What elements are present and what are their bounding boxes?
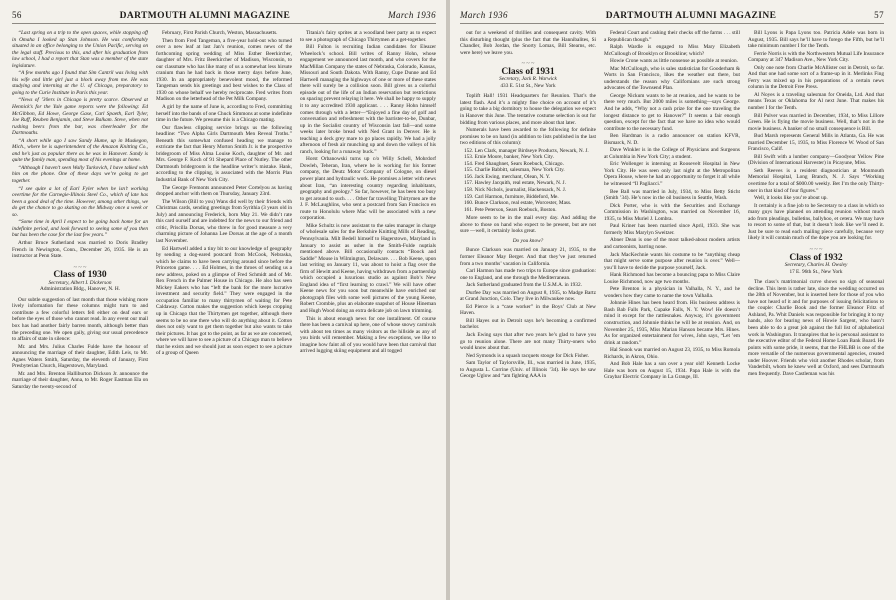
class-title: Class of 1932: [789, 252, 843, 263]
left-page-header: [12, 10, 436, 24]
class-title: Class of 1930: [53, 270, 107, 281]
paragraph: Mac McCullough, who is sales statistician for Gooderham & Worts in San Francisco, likes the weather out there, but understands the reason why Californians are such strong advocates of the Townsend Plan.: [604, 65, 740, 92]
paragraph: A girl by the name of June is, according to Fred, committing herself into the bands of one Chuck Simmons at some indefinite time in the future. We presume this is a Chicago mating.: [156, 104, 292, 124]
paragraph: “A short while ago I saw Sandy Hume, up in Muskegon, Mich., where he is superintendent of the Amazon Knitting Co., and he’s just as popular there as he was in Hanover. Sandy is quite the family man, spending most of his evenings at home.: [12, 137, 148, 164]
paragraph: February, First Parish Church, Weston, Massachusetts.: [162, 30, 278, 36]
left-column-1: [12, 30, 148, 600]
right-page-header: [460, 10, 884, 24]
paragraph: Well, it looks like you’re about up.: [754, 195, 828, 202]
paragraph: Bill Hayes out in Detroit says he’s becoming a confirmed bachelor.: [460, 317, 596, 331]
paragraph: Dave Winkler is in the College of Physicians and Surgeons at Columbia in New York City; a student.: [604, 147, 740, 160]
paragraph: Arthur Bruce Sutherland was married to Doris Bradley French in Newington, Conn., December 26, 1935. He is an instructor at Penn State.: [12, 239, 148, 260]
paragraph: Ned Symonds is a squash racquets stooge for Dick Fisher.: [466, 352, 589, 359]
list-item: 153. Ernie Moore, banker, New York City.: [464, 154, 554, 161]
left-columns: [12, 30, 436, 600]
paragraph: The Wilson (Bill to you) Wans did well by their friends with Christmas cards, sending greetings from Syrithia (3 years old in July) and announcing Frederick, born May 21. We didn’t rate this card ourself and are indebted for the news to our friend and critic, Priscilla Dorsas, who threw in for good measure a very charming picture of Johanna Lee Dorsas at the age of a month last November.: [156, 198, 292, 244]
paragraph: Jack MacKechnie wants his costume to be “anything cheap that might serve some purpose after reunion is over.” Well—you’ll have to decide the purpose yourself, Jack.: [604, 251, 740, 271]
paragraph: Ralph Wardle is engaged to Miss Mary Elizabeth McCullough of Brooklyn or Brookline; which?: [604, 44, 740, 57]
paragraph: Carl Harmon has made two trips to Europe since graduation: one to England, and one through the Mediterranean.: [460, 268, 596, 281]
paragraph: Bee Ball was married in July, 1934, to Miss Betty Sticht (Smith ’34). He’s now in the oil business in Seattle, Wash.: [604, 188, 740, 202]
right-column-1: [460, 30, 596, 600]
class-secretary: Secretary, Jack R. Warwick: [499, 76, 557, 83]
paragraph: Numerals have been awarded to the following for definite promises to be on hand (in addition to lists published in the last two editions of this column):: [460, 127, 596, 147]
paragraph: Seth Reeves is a resident diagnostician at Monmouth Memorial Hospital, Long Branch, N. J. Says “Working overtime for a total of $000.00 weekly. Bet I’m the only Thirty-oner in that kind of four figures.”: [748, 167, 884, 194]
right-column-2: [604, 30, 740, 600]
paragraph: Mr. and Mrs. Julius Charles Fulde have the honour of announcing the marriage of their daughter, Edith Leis, to Mr. Agnes Waters Smith, Saturday, the eleventh of January, First Presbyterian Church, Hagerstown, Maryland.: [12, 343, 148, 370]
class-title: Class of 1931: [501, 66, 555, 77]
class-heading-1930: [12, 265, 148, 293]
paragraph: Our subtle suggestion of last month that those wishing more lively information for these columns might turn to and contribute a few colorful letters fell either on deaf ears or before the eyes of those who cannot read. In any event our mail box has had another fairly barren month, although better than the preceding one. We open gaily, giving our usual precedence to affairs of state in silence:: [12, 296, 148, 343]
paragraph: Mike Schultz is now assistant to the sales manager in charge of wholesale sales for the Berkshire Knitting Mills of Reading, Pennsylvania. Milt Bedell himself to Hagerstown, Maryland in January to assist as usher in the Smith-Fulde nuptials mentioned above. Bill occasionally contacts “Boock and Saddle” Mouse in Wilmington, Delaware. . . . Bob Keene, upon last writing on January 11, was about to hoist a flag over the firm of Hewitt and Keene, having withdrawn from a partnership which occupied a luxurious studio as against Bob’s New England idea of “first learning to crawl.” We will have other Keene news for you soon but meanwhile have enriched our photograph files with some well pictures of the young Keene, Robert Crombie, plus an elaborate snapshot of House Hineman and Hugh Wood doing an extra delicate job on lawn trimming.: [300, 222, 436, 314]
left-page: [0, 0, 446, 600]
paragraph: Sam Taylor of Taylorsville, Ill., was married in June, 1935, to Augusta L. Corrine (Univ. of Illinois ’34). He says he saw George Uglow and “am fighting AAA in: [460, 360, 596, 380]
ornament-icon: ~ ~ ~: [521, 61, 535, 68]
paragraph: “Last spring on a trip to the open spaces, while stopping off in Omaha I looked up Stan Johnson. He was comfortably situated in an office belonging to the Union Pacific, serving on the legal staff. Precious to this, and after his graduation from law school, I had a report that Stan was a member of the state legislature.: [12, 30, 148, 69]
class-heading-1931: [460, 61, 596, 89]
class-address: 433 E. 51st St., New York: [500, 82, 556, 89]
list-item: 160. Bunce Clarkson, real estate, Worcester, Mass.: [464, 200, 572, 207]
paragraph: Bunce Clarkson was married on January 21, 1935, to the former Eleanor May Berger. And that they’ve just returned from a two months’ vacation in California.: [460, 247, 596, 267]
class-address: Administration Bldg., Hanover, N. H.: [40, 286, 120, 293]
paragraph: Bill Lyons is Papa Lyons too. Patricia Adele was born in August, 1935. Bill says he’ll have to forego the Fifth, but he’ll take minimum number I for the Tenth.: [748, 30, 884, 50]
list-item: 157. Hawley Jacquith, real estate, Newark, N. J.: [464, 180, 566, 187]
paragraph: “Some time in April I expect to be going back home for an indefinite period, and look forward to seeing some of you then but has been the case for the last few years.”: [12, 219, 148, 239]
paragraph: Our flawless clipping service brings us the following headline: “Two Alpha Girls Dartmouth Men Reveal Troths.” Beneath this somewhat confused heading we manage to extricate the fact that Henry Morton Smith Jr. is the prospective bridegroom of Miss Alma Louise Koch, daughter of Mr. and Mrs. George F. Koch of 91 Shepard Place of Nutley. The other Dartmouth bridegroom is the headline writer’s mistake. Hank, according to the clipping, is associated with the Morris Plan Industrial Bank of New York City.: [156, 124, 292, 184]
left-column-2: [156, 30, 292, 600]
paragraph: The George Fremonts announced Peter Cortelyou as having dropped anchor with them on Thursday, January 23rd.: [156, 184, 292, 198]
paragraph: Bill Swift with a lumber company—Goodyear Yellow Pine (Division of International Harvester) in Picayune, Miss.: [748, 153, 884, 167]
ornament-icon: ~ ~ ~: [73, 264, 87, 271]
paragraph: “I see quite a lot of Earl Fyler when he isn’t working overtime for the Carnegie-Illinois Steel Co., which of late has been a good deal of the time. However, among other things, we do get the chance to go skating on the Midway once a week or so.: [12, 185, 148, 218]
paragraph: Bud Marsh represents General Mills in Atlanta, Ga. He was married December 15, 1935, to Miss Florence W. Wood of San Francisco, Calif.: [748, 133, 884, 153]
paragraph: It certainly is a fine job to be Secretary to a class in which so many guys have planned on attending reunion without much ado from pleadings, bulletins, ballyhoo, et cetera. We may have to resort to some of that, but it doesn’t look like we’ll need it. Just be sure to read each mailing piece carefully, because very likely it will contain much of the dope you are looking for.: [748, 202, 884, 242]
class-address: 17 E. 96th St., New York: [789, 268, 843, 275]
paragraph: Hank Richmond has become a bouncing papa to Miss Claire Louise Richmond, now age two months.: [604, 272, 740, 285]
paragraph: Dick Porter, who is with the Securities and Exchange Commission in Washington, was married on November 16, 1935, to Miss Muriel J. Lombra.: [604, 202, 740, 222]
paragraph: Bill Pulver was married in December, 1934, to Miss Lillore Green. He is flying the movie business. Well, that’s not in the movie business. A banker of no small consequence is Bill.: [748, 112, 884, 132]
paragraph: Mr. and Mrs. Brenton Halliburton Dickson Jr. announce the marriage of their daughter, Anna, to Mr. Roger Eastman Ela on Saturday the twenty-second of: [12, 370, 148, 390]
list-item: 161. Pete Peterson, Sears Roebuck, Boston.: [464, 206, 557, 213]
paragraph: The class’s matrimonial curve shows no sign of seasonal decline. This item is rather late, since the wedding occurred on the 28th of November, but is inserted here for those of you who have not heard of it and for purposes of issuing felicitations to the couple: Charlie Book and the former Eleanor Fritz of Ashland, Pa. Whit Daniels was responsible for bringing it to my hands, also for bearing news of Howie Sargent, who hasn’t been able to do a great job against the full list of alphabetical work in Washington. It transpires that he is personal assistant to the executive editor of the Federal Home Loan Bank Board. He points with some pride, it seems, that the FHLBB is one of the more versatile of the numerous governmental agencies, created under Hoover. Friends who visit another Rhodes scholar, from Vanderbilt, whom he knew well at Oxford, and sees Dartmouth men frequently. Dave Castleman was his: [748, 279, 884, 377]
paragraph: out for a weekend of thrillies and consequent cavity. With this disturbing thought (plus the fact that the Hannibalites, Si Chandler, Bob Jordan, the Snorty Lomax, Bill Stearns, etc. were here) we leave you.: [460, 30, 596, 56]
paragraph: Then from Fred Tangeman, a five-year hold-out who turned over a new leaf at last Jan’s reunion, comes news of the forthcoming spring wedding of Miss Esther Beerkircher, daughter of Mrs. Fritz Beerkircher of Madison, Wisconsin, to our classmate who has like many of us a somewhat less hirsute cranium than he had back in those merry days before June, 1930. In an appropriately benevolent mood, the reformed Tangeman sends his greetings and best wishes to the Class of 1930 on whose behalf we hereby reciprocate. Fred writes from Madison on the letterhead of the Pet Milk Company.: [156, 37, 292, 103]
paragraph: Hal Snook was married on August 23, 1935, to Miss Romola Richards, in Akron, Ohio.: [604, 347, 740, 360]
paragraph: This is about enough news for one installment. Of course there has been a carnival up here, one of whose snowy carnivals with about ten times as many visitors as the hillside as any of you birds will remember. Making a few exceptions, we like to imagine how faint all of you would have been that carnival that arrived lugging skiing equipment and all togged: [300, 315, 436, 355]
right-page-number: 57: [874, 10, 884, 20]
paragraph: Pete Brenton is a physician in Valhalla, N. Y., and he wonders how they came to name the town Valhalla.: [604, 286, 740, 299]
paragraph: “A few months ago I found that Sim Cantril was living with his wife and little girl just a block away from me. He was studying and interning at the U. of Chicago, preparatory to going to the Curie Institute in Paris this year.: [12, 70, 148, 96]
list-item: 156. Jack Ewing, merchant, Olean, N. Y.: [464, 173, 551, 180]
paragraph: Abner Dean is one of the most talked-about modern artists and cartoonists, barring none.: [604, 237, 740, 250]
paragraph: Ferrie Norris is with the Northwestern Mutual Life Insurance Company at 347 Madison Ave., New York City.: [748, 50, 884, 64]
paragraph: Toplift Hall! 1931 Headquarters for Reunion. That’s the latest flash. And it’s a mighty fine choice on account of it’s going to take a big dormitory to house the delegation we expect in Hanover this June. The tentative costume selection is out for bidding from various places, and more about that later.: [460, 93, 596, 126]
right-magazine-title: DARTMOUTH ALUMNI MAGAZINE: [605, 11, 777, 21]
reunion-list: [460, 148, 596, 213]
paragraph: Federal Court and cashing their checks off the farms . . . still a Republican though.”: [604, 30, 740, 43]
paragraph: Ed Pierce is a “case worker” in the Boys’ Club at New Haven.: [460, 303, 596, 317]
class-secretary: Secretary, Albert I. Dickerson: [48, 279, 112, 286]
list-item: 152. Len Clark, manager Birdseye Products, Newark, N. J.: [464, 147, 589, 154]
paragraph: Ben Hardman is a radio announcer on station KFVR, Bismarck, N. D.: [604, 133, 740, 146]
paragraph: Only one note from Charlie McAllister out in Detroit, so far. And that one had some sort of a frame-up in it. Merlinks Fing Ferry was mixed up in his preparations of a certain news column in the Detroit Free Press.: [748, 64, 884, 91]
left-issue-date: March 1936: [388, 10, 436, 20]
paragraph: Bill Fulton is recruiting Indian candidates for Eleazer Wheelock’s school. Bill writes of Ranny Hohn, whose engagement we announced last month, and who covers for the MacMillan Company the states of Nebraska, Colorado, Kansas, Missouri and South Dakota. With Ranny, Cupe Dunne and Ed Hartwell managing the highways of one or more of these states there will surely be a collision soon. Bill gives us a colorful episode out of the life of an Indian reservation but restrictions on spacing prevent relaying it here. We shall be happy to supply it to any accredited 1930 applicant. . . . Ranny Hohn himself comes through with a letter—“Enjoyed a fine day of golf and conversation and refreshment with the barrister-to-be, Dunbar, up in the Socialist country of Wisconsin last fall—and some weeks later broke bread with Ned Grant in Denver. He is teaching a deck grey mare to go places rapidly. We had a jolly afternoon of fresh air munching up and down the valleys of his ranch, looking for a runaway buck.”: [300, 44, 436, 155]
list-item: 158. Nick Nichols, journalist, Hackensack, N. J.: [464, 187, 567, 194]
right-issue-date: March 1936: [460, 10, 508, 20]
right-column-3: [748, 30, 884, 600]
paragraph: Paul Kriner has been married since April, 1933. She was formerly Miss Marylyn Sweitzer.: [604, 223, 740, 236]
list-item: 159. Carl Harmon, furniture, Biddeford, Me.: [464, 193, 559, 200]
subheading: Do you know?: [512, 237, 544, 244]
paragraph: More seem to be in the mail every day. And adding the above to those on hand who expect to be present, but are not sure —well, it certainly looks great.: [460, 215, 596, 235]
paragraph: “Although I haven’t seen Wally Turkovich, I have talked with him on the phone. One of these days we’re going to get together.: [12, 164, 148, 185]
paragraph: And Bob Hale has a son over a year old! Kenneth Locke Hale was born on August 15, 1934. Papa Hale is with the Graybar Electric Company in La Grange, Ill.: [604, 361, 740, 381]
ornament-icon: ~ ~ ~: [809, 246, 823, 253]
paragraph: Al Noyes is a traveling salesman for Oneida, Ltd. And that means Texas or Oklahoma for Al next June. That makes his number I for the Tenth.: [748, 91, 884, 112]
paragraph: Titania’s fairy sprites at a woodland beer party as to expect to see a photograph of Chicago Thirtymen at a get-together.: [300, 30, 436, 43]
paragraph: George Nickum wants to be at reunion, and he wants to be there very much. But 2000 miles is something—says George. And he adds, “Why not a cash prize for the one traveling the longest distance to get to Hanover?” It seems a fair enough question, except for the fact that we have no idea who would contribute to the necessary fund.: [604, 92, 740, 132]
paragraph: Durfee Day was married on August 8, 1935, to Madge Bartz at Grand Junction, Colo. They live in Milwaukee now.: [460, 289, 596, 303]
paragraph: Jack Sutherland graduated from the U.S.M.A. in 1932.: [466, 282, 582, 289]
paragraph: Johnnie Hines has been heard from. His business address is Bash Bab Falls Park, Cupake Falls, N. Y. Wow! He doesn’t mind it except for the rattlesnakes. Anyway, it’s government construction, and Johnnie thinks he will be at reunion. And, on November 25, 1935, Miss Marian Hanson became Mrs. Hines. As for organized entertainment for wives, John says, “Let ’em drink at random.”: [604, 300, 740, 346]
paragraph: Horst Orbanowski turns up c/o Willy Schell, Mohrdorf Dowleh, Teheran, Iran, where he is working for his former company, the Deutz Motor Company of Cologne, on diesel power plant and hydraulic work. He promises a letter with news about Iran, “an interesting country regarding inhabitants, geography and geology.” So far, however, he has been too busy to get around to such. . . . Other far travelling Thirtymen are the J. F. McLaughlins, who sent a postcard from San Francisco en route to Honolulu where Mac will be associated with a new corporation.: [300, 156, 436, 222]
paragraph: “News of ’30ers in Chicago is pretty scarce. Observed at Hennick’s for the Yale game reports were the following: Ed McGibbon, Ed Howe, George Gase, Carl Spaeth, Earl Tyler, Joe Ruff, Reuben Benjamin, and Steve Balkam. Steve, when not rushing beers from the bar, was cheerleader for the Dartmouths.: [12, 97, 148, 137]
right-page: [450, 0, 896, 600]
right-columns: [460, 30, 884, 600]
paragraph: Jack Ewing says that after two years he’s glad to have you go to reunion alone. There are not many Thirty-oners who would know about that.: [460, 331, 596, 352]
left-column-3: [300, 30, 436, 600]
list-item: 154. Fred Shaughnet, Sears Roebuck, Chicago.: [464, 160, 564, 167]
paragraph: Ed Hartwell added a tiny bit to our knowledge of geography by sending a dog-eared postcard from McCook, Nebraska, which he claims to have been carrying around since before the Princeton game. . . . Ed Holmes, in the throes of sending us a new address, poked on a glimpse of Fred Schmidt and of Mr. Rex French in the Palmer House in Chicago. He also has seen Mickey Eakers who has “left the bank for the more lucrative investment and security field.” They were engaged in the occupation familiar to many thirtymen of waiting for Pete Caldaway. Cotton makes the suggestion which keeps cropping up in Chicago that the Thirtymen get together, although there seems to be no one there who will do anything about it. Cotton does not only want to get them together but also wants to take their pictures. It has got to the point, as far as we are concerned, where we will have to see a picture of a Chicago man to believe that he exists and we should just as soon expect to see a picture of a group of Queen: [156, 245, 292, 357]
paragraph: Eric Wollenger is interning at Roosevelt Hospital in New York City. He was seen only last night at the Metropolitan Opera House, where he had an opportunity to forget it all while he witnessed “Il Pagliacci.”: [604, 161, 740, 188]
left-page-number: 56: [12, 10, 22, 20]
class-secretary: Secretary, Charles H. Owsley: [784, 262, 848, 269]
list-item: 155. Charlie Babbitt, salesman, New York City.: [464, 167, 565, 174]
paragraph: Howie Crone wants as little nonsense as possible at reunion.: [610, 58, 738, 65]
class-heading-1932: [748, 247, 884, 275]
left-magazine-title: DARTMOUTH ALUMNI MAGAZINE: [119, 11, 291, 21]
